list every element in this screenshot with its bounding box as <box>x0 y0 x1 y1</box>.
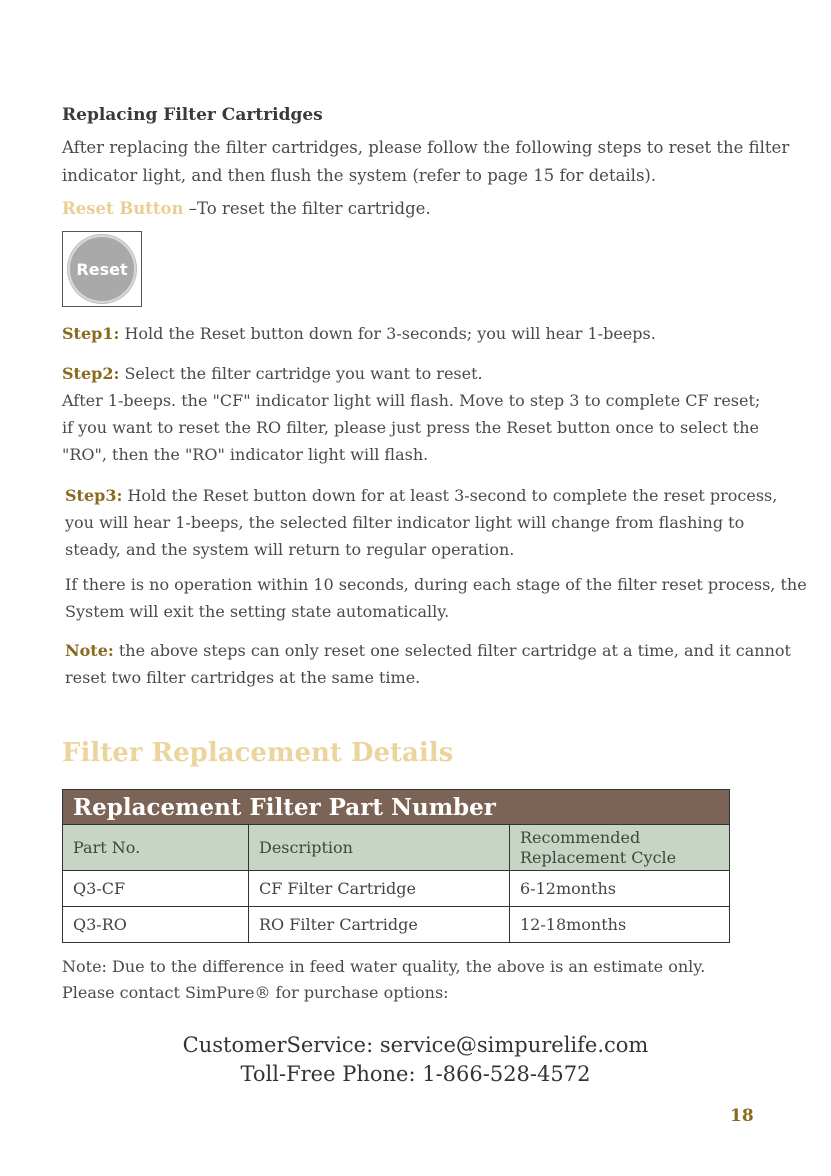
step-2 <box>62 360 812 468</box>
header-description: Description <box>249 825 510 871</box>
step-3-label: Step3: <box>65 486 123 505</box>
table-row <box>63 907 730 943</box>
filter-details-title: Filter Replacement Details <box>62 738 454 768</box>
reset-button-desc-text: –To reset the filter cartridge. <box>183 199 431 218</box>
table-title: Replacement Filter Part Number <box>63 790 730 825</box>
step-2-line-4: "RO", then the "RO" indicator light will flash. <box>62 445 429 464</box>
contact-phone: Toll-Free Phone: 1-866-528-4572 <box>240 1062 591 1086</box>
page-number: 18 <box>730 1106 754 1126</box>
reset-button-description <box>62 199 431 218</box>
step-2-line-2: After 1-beeps. the "CF" indicator light will flash. Move to step 3 to complete CF reset; <box>62 391 761 410</box>
reset-icon-text: Reset <box>76 259 128 279</box>
estimate-note <box>62 954 802 1006</box>
note-label: Note: <box>65 641 114 660</box>
step-1-label: Step1: <box>62 324 120 343</box>
note-text: the above steps can only reset one selected filter cartridge at a time, and it cannot reset two filter cartridges at the same time. <box>65 641 791 687</box>
estimate-note-line-1: Note: Due to the difference in feed water quality, the above is an estimate only. <box>62 957 706 976</box>
cell-cycle: 12-18months <box>510 907 730 943</box>
timeout-paragraph: If there is no operation within 10 seconds, during each stage of the filter reset process, the System will exit the setting state automatically. <box>65 575 807 621</box>
step-3 <box>65 482 800 563</box>
cell-cycle: 6-12months <box>510 871 730 907</box>
step-2-line-3: if you want to reset the RO filter, please just press the Reset button once to select the <box>62 418 759 437</box>
cell-part-no: Q3-RO <box>63 907 249 943</box>
step-2-line-1: Select the filter cartridge you want to reset. <box>119 364 483 383</box>
cell-description: CF Filter Cartridge <box>249 871 510 907</box>
contact-email: CustomerService: service@simpurelife.com <box>182 1033 649 1057</box>
estimate-note-line-2: Please contact SimPure® for purchase options: <box>62 983 449 1002</box>
reset-button-illustration <box>62 231 142 307</box>
table-title-row <box>63 790 730 825</box>
reset-button-label: Reset Button <box>62 199 184 218</box>
section-heading: Replacing Filter Cartridges <box>62 105 323 125</box>
note-paragraph <box>65 637 810 691</box>
step-2-label: Step2: <box>62 364 120 383</box>
header-cycle: Recommended Replacement Cycle <box>510 825 730 871</box>
reset-icon <box>68 235 136 303</box>
cell-description: RO Filter Cartridge <box>249 907 510 943</box>
intro-paragraph: After replacing the filter cartridges, please follow the following steps to reset the filter indicator light, and then flush the system (refer to page 15 for details). <box>62 138 790 185</box>
cell-part-no: Q3-CF <box>63 871 249 907</box>
table-header-row <box>63 825 730 871</box>
header-part-no: Part No. <box>63 825 249 871</box>
table-row <box>63 871 730 907</box>
step-1-text: Hold the Reset button down for 3-seconds; you will hear 1-beeps. <box>119 324 656 343</box>
step-3-text: Hold the Reset button down for at least 3-second to complete the reset process, you will hear 1-beeps, the selected filter indicator light will change from flashing to steady, and the system will return to regular operation. <box>65 486 778 559</box>
step-1 <box>62 320 802 347</box>
filter-part-table <box>62 789 730 943</box>
